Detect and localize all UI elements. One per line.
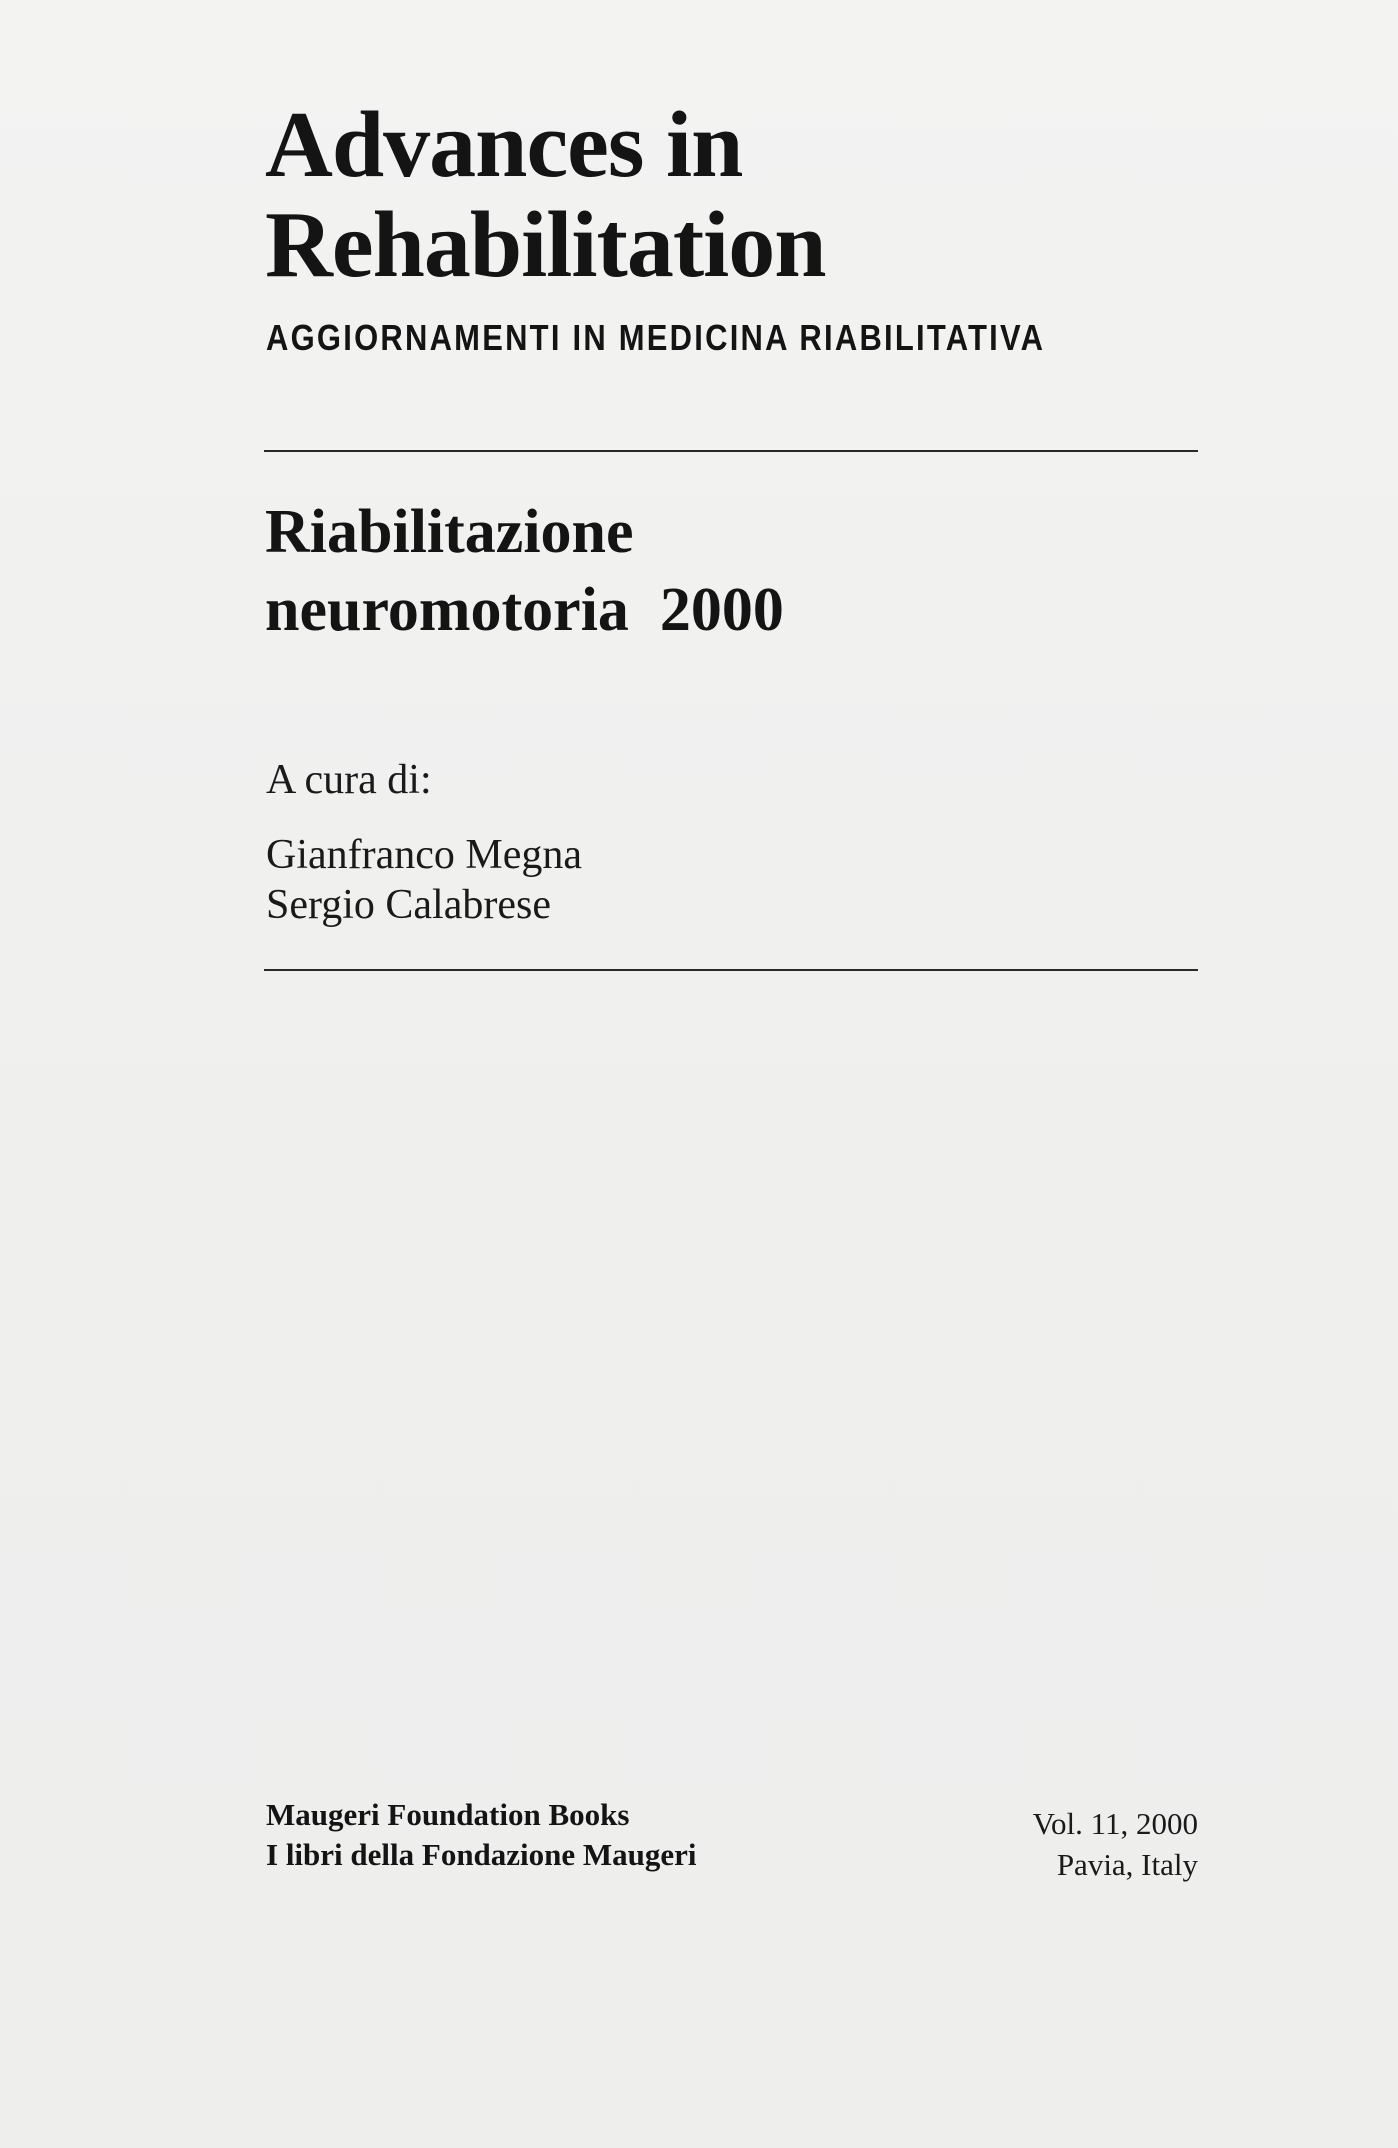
publisher-block bbox=[266, 1795, 697, 1875]
volume-title-line-1: Riabilitazione bbox=[265, 498, 634, 566]
editors-list bbox=[266, 830, 582, 930]
publisher-name: Maugeri Foundation Books bbox=[266, 1797, 630, 1832]
series-subtitle: AGGIORNAMENTI IN MEDICINA RIABILITATIVA bbox=[266, 317, 1046, 358]
bottom-divider bbox=[264, 969, 1198, 971]
imprint-block bbox=[1033, 1803, 1198, 1885]
series-title bbox=[265, 95, 826, 295]
publisher-name-italian: I libri della Fondazione Maugeri bbox=[266, 1837, 697, 1872]
editor-name: Gianfranco Megna bbox=[266, 832, 583, 878]
series-title-line-1: Advances in bbox=[265, 93, 743, 197]
editors-label: A cura di: bbox=[266, 757, 432, 803]
publication-place: Pavia, Italy bbox=[1056, 1847, 1198, 1882]
top-divider bbox=[264, 450, 1198, 452]
volume-title bbox=[265, 493, 784, 649]
series-title-line-2: Rehabilitation bbox=[265, 193, 826, 297]
editor-name: Sergio Calabrese bbox=[266, 882, 551, 928]
volume-number: Vol. 11, 2000 bbox=[1032, 1806, 1198, 1841]
volume-title-line-2: neuromotoria 2000 bbox=[265, 576, 784, 644]
